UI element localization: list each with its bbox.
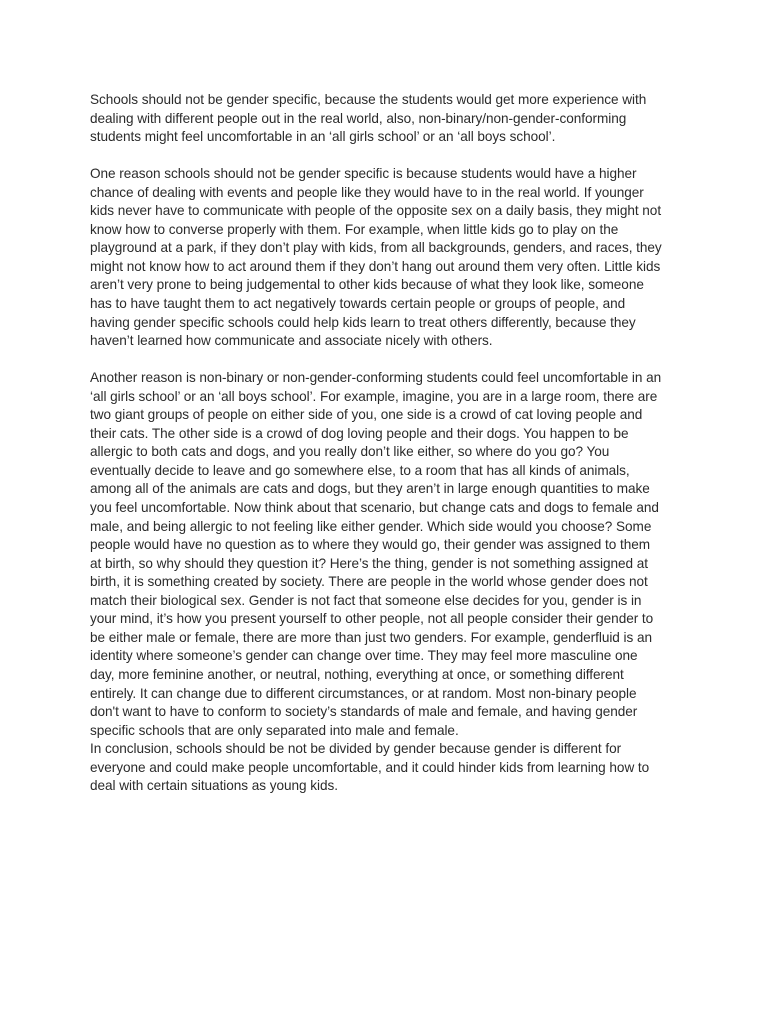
paragraph-gap <box>90 147 690 166</box>
text-line: entirely. It can change due to different circumstances, or at random. Most non-binary people <box>90 685 637 701</box>
text-line: at birth, so why should they question it? Here’s the thing, gender is not something assigned at <box>90 555 648 571</box>
text-line: people would have no question as to where they would go, their gender was assigned to them <box>90 537 651 553</box>
text-line: has to have taught them to act negatively towards certain people or groups of people, and <box>90 296 626 312</box>
text-line: eventually decide to leave and go somewhere else, to a room that has all kinds of animals, <box>90 462 630 478</box>
text-line: know how to converse properly with them. For example, when little kids go to play on the <box>90 221 619 237</box>
text-line: their cats. The other side is a crowd of dog loving people and their dogs. You happen to be <box>90 425 629 441</box>
text-line: among all of the animals are cats and dogs, but they aren’t in large enough quantities to make <box>90 481 650 497</box>
text-line: day, more feminine another, or neutral, nothing, everything at once, or something different <box>90 666 624 682</box>
text-line: your mind, it’s how you present yourself to other people, not all people consider their gender to <box>90 611 654 627</box>
text-line: male, and being allergic to not feeling like either gender. Which side would you choose? Some <box>90 518 652 534</box>
paragraph-reason-one <box>90 165 690 350</box>
paragraph-reason-two <box>90 369 690 740</box>
text-line: identity where someone’s gender can change over time. They may feel more masculine one <box>90 648 638 664</box>
text-line: Another reason is non-binary or non-gender-conforming students could feel uncomfortable in an <box>90 370 662 386</box>
text-line: specific schools that are only separated into male and female. <box>90 722 459 738</box>
text-line: birth, it is something created by society. There are people in the world whose gender does not <box>90 574 648 590</box>
text-line: One reason schools should not be gender specific is because students would have a higher <box>90 166 637 182</box>
text-line: aren’t very prone to being judgemental to other kids because of what they look like, someone <box>90 277 644 293</box>
text-line: students might feel uncomfortable in an ‘all girls school’ or an ‘all boys school’. <box>90 129 556 145</box>
text-line: you feel uncomfortable. Now think about that scenario, but change cats and dogs to female and <box>90 500 659 516</box>
text-line: might not know how to act around them if they don’t hang out around them very often. Little kids <box>90 258 661 274</box>
paragraph-gap <box>90 351 690 370</box>
text-line: haven’t learned how communicate and associate nicely with others. <box>90 333 493 349</box>
text-line: kids never have to communicate with people of the opposite sex on a daily basis, they might not <box>90 203 662 219</box>
document-body <box>90 91 690 796</box>
text-line: allergic to both cats and dogs, and you really don’t like either, so where do you go? You <box>90 444 610 460</box>
paragraph-intro <box>90 91 690 147</box>
text-line: two giant groups of people on either side of you, one side is a crowd of cat loving people and <box>90 407 643 423</box>
paragraph-conclusion <box>90 740 690 796</box>
text-line: dealing with different people out in the real world, also, non-binary/non-gender-conforming <box>90 110 627 126</box>
text-line: playground at a park, if they don’t play with kids, from all backgrounds, genders, and races, they <box>90 240 662 256</box>
text-line: chance of dealing with events and people like they would have to in the real world. If younger <box>90 184 644 200</box>
text-line: having gender specific schools could help kids learn to treat others differently, because they <box>90 314 636 330</box>
text-line: everyone and could make people uncomfortable, and it could hinder kids from learning how to <box>90 759 650 775</box>
text-line: don't want to have to conform to society’s standards of male and female, and having gender <box>90 704 638 720</box>
text-line: be either male or female, there are more than just two genders. For example, genderfluid is an <box>90 629 653 645</box>
text-line: Schools should not be gender specific, because the students would get more experience with <box>90 92 647 107</box>
text-line: deal with certain situations as young kids. <box>90 778 338 794</box>
text-line: In conclusion, schools should be not be divided by gender because gender is different for <box>90 741 622 757</box>
text-line: ‘all girls school’ or an ‘all boys school’. For example, imagine, you are in a large room, there are <box>90 388 658 404</box>
text-line: match their biological sex. Gender is not fact that someone else decides for you, gender is in <box>90 592 642 608</box>
